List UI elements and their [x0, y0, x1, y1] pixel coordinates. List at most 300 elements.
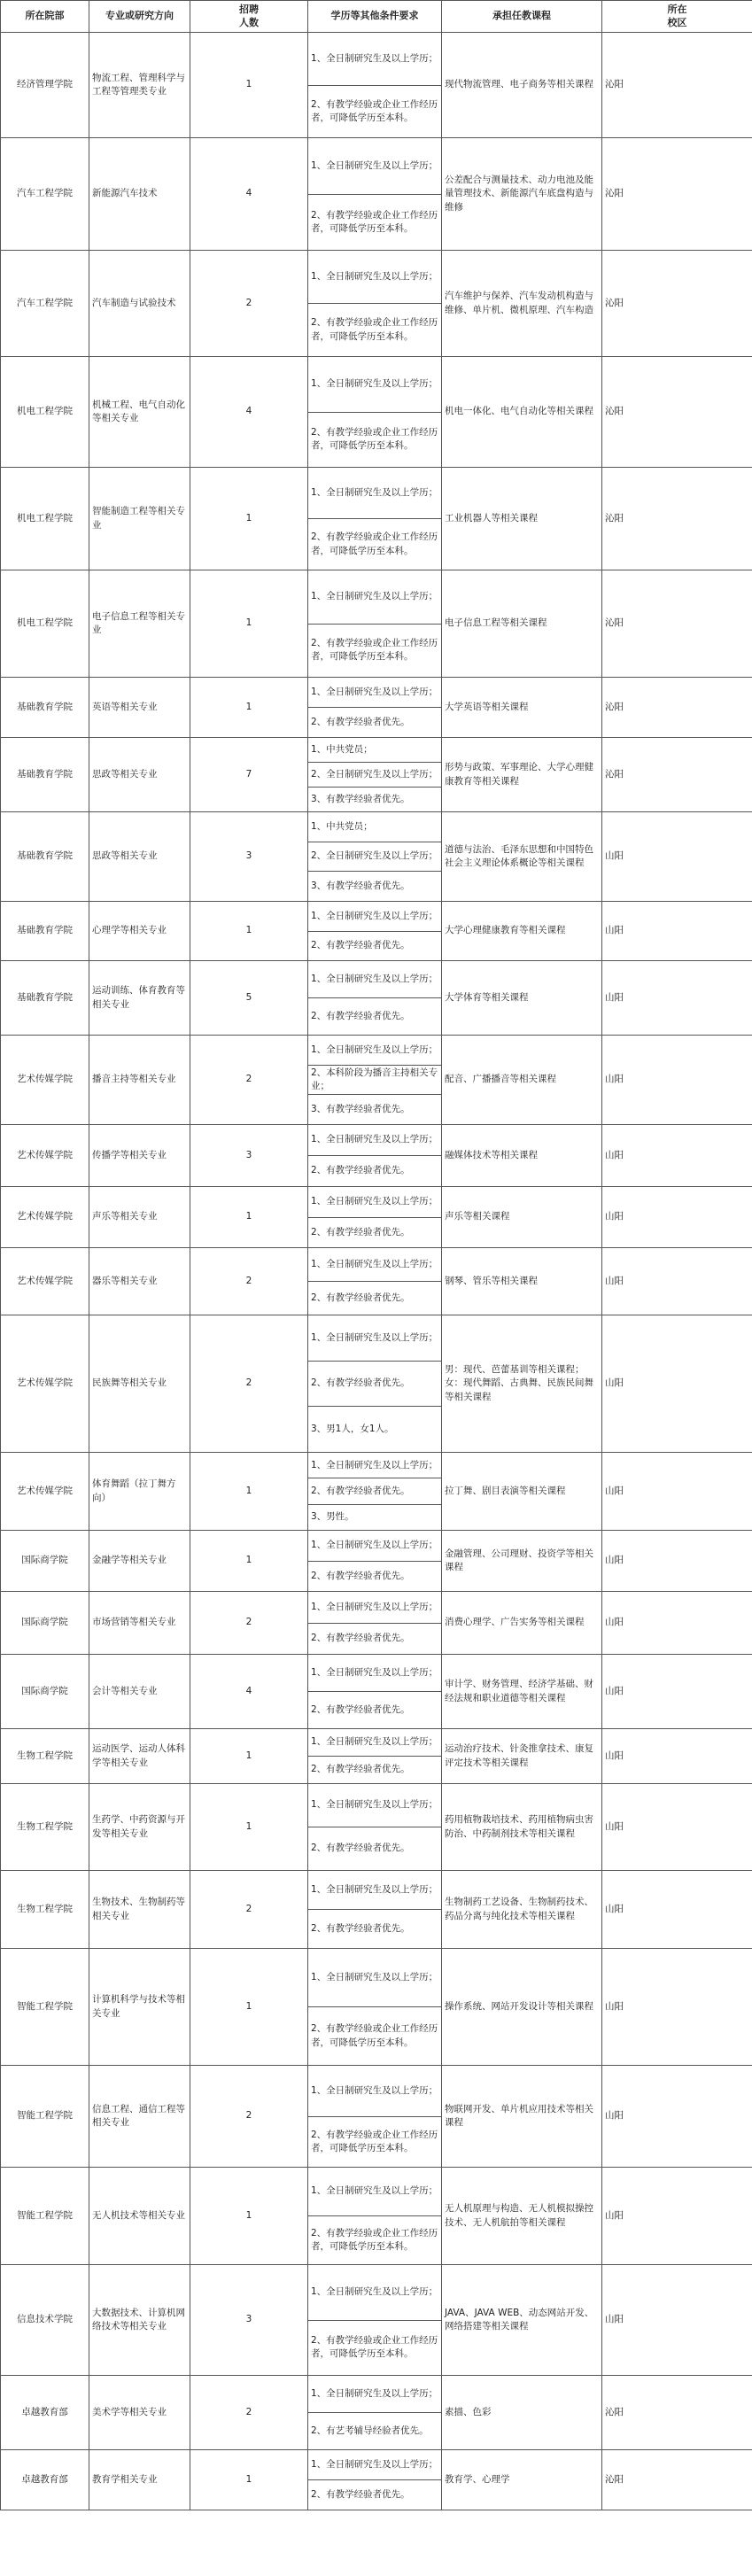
cell-count: 1 — [190, 33, 308, 138]
cell-campus: 沁阳 — [602, 138, 752, 251]
condition-text: 2、有教学经验者优先。 — [311, 1165, 410, 1176]
condition-item — [308, 1691, 441, 1728]
table-row — [1, 1871, 752, 1949]
table-row — [1, 2066, 752, 2168]
cell-course: 审计学、财务管理、经济学基础、财经法规和职业道德等相关课程 — [442, 1655, 602, 1729]
cell-conditions — [308, 570, 442, 678]
cell-conditions — [308, 902, 442, 961]
cell-campus: 山阳 — [602, 1784, 752, 1871]
cell-campus: 山阳 — [602, 812, 752, 902]
cell-conditions — [308, 961, 442, 1036]
table-row — [1, 33, 752, 138]
condition-item — [308, 194, 441, 251]
cell-campus: 沁阳 — [602, 738, 752, 812]
condition-text: 1、全日制研究生及以上学历； — [311, 2387, 438, 2399]
cell-major: 金融学等相关专业 — [89, 1531, 190, 1592]
cell-course: 药用植物栽培技术、药用植物病虫害防治、中药制剂技术等相关课程 — [442, 1784, 602, 1871]
header-conditions: 学历等其他条件要求 — [308, 1, 442, 33]
table-row — [1, 1187, 752, 1248]
condition-item — [308, 1729, 441, 1756]
condition-item — [308, 1827, 441, 1870]
cell-major: 传播学等相关专业 — [89, 1125, 190, 1187]
cell-unit: 基础教育学院 — [1, 812, 89, 902]
condition-text: 2、有教学经验或企业工作经历者，可降低学历至本科。 — [311, 531, 438, 556]
table-row — [1, 1125, 752, 1187]
condition-item — [308, 33, 441, 85]
condition-item — [308, 1125, 441, 1155]
table-row — [1, 1531, 752, 1592]
cell-major: 会计等相关专业 — [89, 1655, 190, 1729]
cell-course: 机电一体化、电气自动化等相关课程 — [442, 357, 602, 468]
condition-text: 1、全日制研究生及以上学历； — [311, 486, 438, 498]
condition-item — [308, 1065, 441, 1095]
cell-course: 教育学、心理学 — [442, 2450, 602, 2510]
condition-text: 1、全日制研究生及以上学历； — [311, 591, 438, 602]
cell-course: 工业机器人等相关课程 — [442, 468, 602, 570]
cell-count: 2 — [190, 1248, 308, 1315]
condition-item — [308, 518, 441, 570]
cell-unit: 智能工程学院 — [1, 2066, 89, 2168]
table-row — [1, 1248, 752, 1315]
cell-major: 物流工程、管理科学与工程等管理类专业 — [89, 33, 190, 138]
table-row — [1, 1784, 752, 1871]
cell-course: 金融管理、公司理财、投资学等相关课程 — [442, 1531, 602, 1592]
condition-item — [308, 1248, 441, 1281]
cell-major: 心理学等相关专业 — [89, 902, 190, 961]
header-count-line1: 招聘 — [239, 4, 259, 16]
condition-item — [308, 2376, 441, 2412]
table-row — [1, 1453, 752, 1531]
condition-text: 2、本科阶段为播音主持相关专业； — [311, 1067, 438, 1091]
condition-text: 2、有教学经验或企业工作经历者，可降低学历至本科。 — [311, 638, 438, 663]
cell-count: 1 — [190, 678, 308, 738]
condition-text: 2、有教学经验者优先。 — [311, 1226, 410, 1238]
cell-major: 声乐等相关专业 — [89, 1187, 190, 1248]
cell-count: 4 — [190, 138, 308, 251]
condition-item — [308, 1784, 441, 1827]
cell-campus: 山阳 — [602, 1036, 752, 1125]
cell-major: 运动训练、体育教育等相关专业 — [89, 961, 190, 1036]
condition-text: 1、全日制研究生及以上学历； — [311, 1736, 438, 1748]
cell-conditions — [308, 2066, 442, 2168]
cell-course: 操作系统、网站开发设计等相关课程 — [442, 1949, 602, 2066]
cell-conditions — [308, 2376, 442, 2450]
cell-unit: 艺术传媒学院 — [1, 1315, 89, 1453]
cell-unit: 汽车工程学院 — [1, 251, 89, 357]
cell-course: 声乐等相关课程 — [442, 1187, 602, 1248]
cell-unit: 生物工程学院 — [1, 1784, 89, 1871]
condition-text: 3、男性。 — [311, 1511, 354, 1523]
cell-count: 4 — [190, 357, 308, 468]
cell-major: 思政等相关专业 — [89, 812, 190, 902]
header-count-line2: 人数 — [239, 16, 259, 28]
cell-course: 拉丁舞、剧目表演等相关课程 — [442, 1453, 602, 1531]
cell-course: JAVA、JAVA WEB、动态网站开发、网络搭建等相关课程 — [442, 2265, 602, 2376]
cell-unit: 信息技术学院 — [1, 2265, 89, 2376]
cell-campus: 山阳 — [602, 1248, 752, 1315]
cell-unit: 基础教育学院 — [1, 902, 89, 961]
cell-campus: 沁阳 — [602, 570, 752, 678]
condition-item — [308, 1281, 441, 1315]
cell-course: 钢琴、管乐等相关课程 — [442, 1248, 602, 1315]
cell-conditions — [308, 1125, 442, 1187]
cell-count: 1 — [190, 1729, 308, 1784]
condition-text: 2、全日制研究生及以上学历； — [311, 768, 438, 780]
condition-item — [308, 902, 441, 931]
condition-item — [308, 1406, 441, 1452]
cell-course: 生物制药工艺设备、生物制药技术、药品分离与纯化技术等相关课程 — [442, 1871, 602, 1949]
condition-item — [308, 624, 441, 678]
cell-course: 融媒体技术等相关课程 — [442, 1125, 602, 1187]
cell-campus: 沁阳 — [602, 678, 752, 738]
condition-text: 1、全日制研究生及以上学历； — [311, 1134, 438, 1145]
table-row — [1, 902, 752, 961]
condition-text: 2、有教学经验者优先。 — [311, 1377, 410, 1389]
condition-item — [308, 570, 441, 624]
cell-count: 2 — [190, 1592, 308, 1655]
condition-text: 1、全日制研究生及以上学历； — [311, 1258, 438, 1269]
cell-unit: 智能工程学院 — [1, 1949, 89, 2066]
cell-unit: 智能工程学院 — [1, 2168, 89, 2265]
cell-count: 1 — [190, 1784, 308, 1871]
cell-unit: 机电工程学院 — [1, 570, 89, 678]
cell-conditions — [308, 1729, 442, 1784]
condition-text: 2、有教学经验者优先。 — [311, 1843, 410, 1854]
condition-item — [308, 1187, 441, 1217]
cell-campus: 沁阳 — [602, 2376, 752, 2450]
cell-count: 1 — [190, 468, 308, 570]
condition-item — [308, 1531, 441, 1561]
cell-campus: 山阳 — [602, 2168, 752, 2265]
cell-count: 2 — [190, 1036, 308, 1125]
cell-count: 2 — [190, 2376, 308, 2450]
condition-text: 1、全日制研究生及以上学历； — [311, 1666, 438, 1678]
cell-conditions — [308, 1592, 442, 1655]
cell-major: 无人机技术等相关专业 — [89, 2168, 190, 2265]
condition-text: 2、有教学经验者优先。 — [311, 2488, 410, 2500]
cell-campus: 山阳 — [602, 961, 752, 1036]
cell-conditions — [308, 1453, 442, 1531]
cell-major: 器乐等相关专业 — [89, 1248, 190, 1315]
condition-text: 1、全日制研究生及以上学历； — [311, 2458, 438, 2470]
cell-conditions — [308, 2265, 442, 2376]
condition-text: 1、全日制研究生及以上学历； — [311, 2084, 438, 2096]
cell-unit: 国际商学院 — [1, 1592, 89, 1655]
cell-unit: 机电工程学院 — [1, 357, 89, 468]
cell-course: 配音、广播播音等相关课程 — [442, 1036, 602, 1125]
condition-text: 2、有教学经验者优先。 — [311, 1922, 410, 1934]
cell-unit: 基础教育学院 — [1, 961, 89, 1036]
cell-conditions — [308, 1531, 442, 1592]
condition-item — [308, 1871, 441, 1909]
table-row — [1, 251, 752, 357]
table-row — [1, 138, 752, 251]
cell-major: 运动医学、运动人体科学等相关专业 — [89, 1729, 190, 1784]
condition-item — [308, 1592, 441, 1623]
cell-count: 2 — [190, 1315, 308, 1453]
condition-item — [308, 2450, 441, 2479]
header-campus — [602, 1, 752, 33]
condition-item — [308, 303, 441, 356]
cell-major: 信息工程、通信工程等相关专业 — [89, 2066, 190, 2168]
condition-text: 1、全日制研究生及以上学历； — [311, 1540, 438, 1551]
condition-item — [308, 251, 441, 303]
cell-conditions — [308, 251, 442, 357]
condition-text: 2、有教学经验或企业工作经历者，可降低学历至本科。 — [311, 2335, 438, 2360]
condition-text: 2、有教学经验者优先。 — [311, 1485, 410, 1496]
cell-count: 5 — [190, 961, 308, 1036]
condition-item — [308, 2006, 441, 2065]
cell-count: 2 — [190, 1871, 308, 1949]
cell-conditions — [308, 1949, 442, 2066]
cell-unit: 生物工程学院 — [1, 1871, 89, 1949]
condition-item — [308, 2479, 441, 2510]
cell-major: 新能源汽车技术 — [89, 138, 190, 251]
cell-course: 汽车维护与保养、汽车发动机构造与维修、单片机、微机原理、汽车构造 — [442, 251, 602, 357]
condition-item — [308, 678, 441, 707]
condition-text: 1、全日制研究生及以上学历； — [311, 1459, 438, 1470]
condition-item — [308, 1453, 441, 1478]
cell-campus: 山阳 — [602, 1187, 752, 1248]
condition-text: 2、有教学经验者优先。 — [311, 1633, 410, 1644]
cell-campus: 山阳 — [602, 1315, 752, 1453]
cell-conditions — [308, 357, 442, 468]
header-count — [190, 1, 308, 33]
cell-course: 道德与法治、毛泽东思想和中国特色社会主义理论体系概论等相关课程 — [442, 812, 602, 902]
cell-major: 生物技术、生物制药等相关专业 — [89, 1871, 190, 1949]
condition-text: 2、有教学经验者优先。 — [311, 1292, 410, 1303]
condition-item — [308, 1315, 441, 1361]
cell-course: 大学心理健康教育等相关课程 — [442, 902, 602, 961]
table-row — [1, 2376, 752, 2450]
header-course: 承担任教课程 — [442, 1, 602, 33]
cell-unit: 国际商学院 — [1, 1655, 89, 1729]
condition-text: 1、全日制研究生及以上学历； — [311, 2185, 438, 2197]
header-campus-line1: 所在 — [667, 4, 687, 16]
cell-campus: 山阳 — [602, 1125, 752, 1187]
cell-major: 市场营销等相关专业 — [89, 1592, 190, 1655]
cell-campus: 沁阳 — [602, 357, 752, 468]
cell-unit: 生物工程学院 — [1, 1729, 89, 1784]
condition-item — [308, 707, 441, 737]
cell-unit: 卓越教育部 — [1, 2450, 89, 2510]
condition-item — [308, 1504, 441, 1530]
table-body — [1, 33, 752, 2510]
condition-item — [308, 2412, 441, 2449]
cell-unit: 基础教育学院 — [1, 678, 89, 738]
condition-item — [308, 1217, 441, 1248]
condition-text: 1、全日制研究生及以上学历； — [311, 973, 438, 984]
condition-text: 2、有教学经验者优先。 — [311, 1764, 410, 1775]
condition-text: 2、全日制研究生及以上学历； — [311, 850, 438, 862]
condition-text: 2、有教学经验或企业工作经历者，可降低学历至本科。 — [311, 2129, 438, 2153]
cell-count: 3 — [190, 2265, 308, 2376]
condition-item — [308, 1361, 441, 1407]
cell-conditions — [308, 1187, 442, 1248]
cell-count: 1 — [190, 1453, 308, 1531]
cell-course: 运动治疗技术、针灸推拿技术、康复评定技术等相关课程 — [442, 1729, 602, 1784]
condition-text: 2、有教学经验或企业工作经历者，可降低学历至本科。 — [311, 2227, 438, 2252]
condition-text: 2、有教学经验者优先。 — [311, 716, 410, 727]
condition-item — [308, 2215, 441, 2264]
condition-item — [308, 1655, 441, 1691]
condition-item — [308, 85, 441, 138]
cell-count: 7 — [190, 738, 308, 812]
cell-course: 形势与政策、军事理论、大学心理健康教育等相关课程 — [442, 738, 602, 812]
table-row — [1, 738, 752, 812]
condition-text: 3、有教学经验者优先。 — [311, 1104, 410, 1115]
cell-unit: 机电工程学院 — [1, 468, 89, 570]
cell-major: 体育舞蹈（拉丁舞方向） — [89, 1453, 190, 1531]
table-row — [1, 570, 752, 678]
table-row — [1, 1949, 752, 2066]
cell-conditions — [308, 1036, 442, 1125]
condition-item — [308, 1478, 441, 1503]
cell-campus: 山阳 — [602, 1655, 752, 1729]
condition-text: 2、有教学经验者优先。 — [311, 1010, 410, 1021]
cell-major: 电子信息工程等相关专业 — [89, 570, 190, 678]
table-row — [1, 1729, 752, 1784]
cell-course: 物联网开发、单片机应用技术等相关课程 — [442, 2066, 602, 2168]
condition-item — [308, 1623, 441, 1655]
condition-text: 2、有教学经验或企业工作经历者，可降低学历至本科。 — [311, 209, 438, 234]
condition-item — [308, 412, 441, 468]
cell-major: 机械工程、电气自动化等相关专业 — [89, 357, 190, 468]
condition-text: 1、全日制研究生及以上学历； — [311, 1799, 438, 1811]
cell-campus: 沁阳 — [602, 468, 752, 570]
condition-text: 1、全日制研究生及以上学历； — [311, 1601, 438, 1612]
condition-text: 1、全日制研究生及以上学历； — [311, 686, 438, 697]
condition-item — [308, 1909, 441, 1948]
cell-conditions — [308, 33, 442, 138]
condition-item — [308, 931, 441, 961]
cell-major: 汽车制造与试验技术 — [89, 251, 190, 357]
cell-course: 男：现代、芭蕾基训等相关课程；女：现代舞蹈、古典舞、民族民间舞等相关课程 — [442, 1315, 602, 1453]
cell-major: 英语等相关专业 — [89, 678, 190, 738]
cell-unit: 汽车工程学院 — [1, 138, 89, 251]
condition-item — [308, 1036, 441, 1065]
condition-text: 1、全日制研究生及以上学历； — [311, 1044, 438, 1055]
table-row — [1, 1592, 752, 1655]
cell-campus: 山阳 — [602, 1592, 752, 1655]
cell-conditions — [308, 2450, 442, 2510]
condition-item — [308, 1561, 441, 1592]
cell-unit: 艺术传媒学院 — [1, 1453, 89, 1531]
cell-conditions — [308, 2168, 442, 2265]
cell-conditions — [308, 1655, 442, 1729]
condition-item — [308, 812, 441, 842]
cell-unit: 基础教育学院 — [1, 738, 89, 812]
cell-campus: 沁阳 — [602, 33, 752, 138]
table-row — [1, 1655, 752, 1729]
condition-item — [308, 2320, 441, 2376]
cell-count: 1 — [190, 1531, 308, 1592]
condition-item — [308, 2265, 441, 2320]
header-campus-line2: 校区 — [667, 16, 687, 28]
condition-item — [308, 2116, 441, 2168]
condition-text: 2、有教学经验或企业工作经历者，可降低学历至本科。 — [311, 427, 438, 452]
cell-campus: 山阳 — [602, 902, 752, 961]
cell-conditions — [308, 138, 442, 251]
condition-item — [308, 468, 441, 518]
condition-text: 1、全日制研究生及以上学历； — [311, 1883, 438, 1895]
cell-major: 播音主持等相关专业 — [89, 1036, 190, 1125]
condition-text: 3、有教学经验者优先。 — [311, 881, 410, 892]
condition-text: 2、有教学经验者优先。 — [311, 1703, 410, 1715]
cell-course: 无人机原理与构造、无人机模拟操控技术、无人机航拍等相关课程 — [442, 2168, 602, 2265]
condition-item — [308, 2168, 441, 2215]
condition-item — [308, 1756, 441, 1783]
condition-item — [308, 842, 441, 872]
cell-conditions — [308, 738, 442, 812]
cell-course: 素描、色彩 — [442, 2376, 602, 2450]
cell-conditions — [308, 1248, 442, 1315]
cell-course: 大学英语等相关课程 — [442, 678, 602, 738]
cell-campus: 山阳 — [602, 1453, 752, 1531]
condition-item — [308, 1155, 441, 1186]
condition-text: 1、全日制研究生及以上学历； — [311, 52, 438, 64]
cell-major: 生药学、中药资源与开发等相关专业 — [89, 1784, 190, 1871]
condition-text: 1、全日制研究生及以上学历； — [311, 378, 438, 390]
condition-text: 2、有教学经验者优先。 — [311, 940, 410, 951]
cell-course: 电子信息工程等相关课程 — [442, 570, 602, 678]
cell-count: 4 — [190, 1655, 308, 1729]
condition-text: 2、有艺考辅导经验者优先。 — [311, 2425, 429, 2436]
cell-conditions — [308, 678, 442, 738]
condition-text: 1、全日制研究生及以上学历； — [311, 910, 438, 921]
cell-unit: 国际商学院 — [1, 1531, 89, 1592]
cell-conditions — [308, 1784, 442, 1871]
cell-campus: 山阳 — [602, 1949, 752, 2066]
cell-conditions — [308, 468, 442, 570]
table-header-row — [1, 1, 752, 33]
condition-text: 2、有教学经验或企业工作经历者，可降低学历至本科。 — [311, 98, 438, 123]
cell-unit: 艺术传媒学院 — [1, 1187, 89, 1248]
condition-item — [308, 997, 441, 1035]
condition-item — [308, 138, 441, 194]
cell-major: 计算机科学与技术等相关专业 — [89, 1949, 190, 2066]
header-major: 专业或研究方向 — [89, 1, 190, 33]
cell-count: 1 — [190, 2450, 308, 2510]
cell-course: 消费心理学、广告实务等相关课程 — [442, 1592, 602, 1655]
condition-item — [308, 1949, 441, 2006]
cell-unit: 艺术传媒学院 — [1, 1036, 89, 1125]
table-row — [1, 468, 752, 570]
table-row — [1, 812, 752, 902]
condition-text: 1、中共党员； — [311, 743, 373, 755]
condition-text: 1、全日制研究生及以上学历； — [311, 1971, 438, 1982]
cell-major: 大数据技术、计算机网络技术等相关专业 — [89, 2265, 190, 2376]
condition-text: 3、有教学经验者优先。 — [311, 793, 410, 804]
cell-campus: 山阳 — [602, 1531, 752, 1592]
cell-course: 公差配合与测量技术、动力电池及能量管理技术、新能源汽车底盘构造与维修 — [442, 138, 602, 251]
condition-item — [308, 357, 441, 412]
condition-text: 2、有教学经验者优先。 — [311, 1570, 410, 1581]
cell-course: 现代物流管理、电子商务等相关课程 — [442, 33, 602, 138]
cell-count: 1 — [190, 2168, 308, 2265]
cell-campus: 山阳 — [602, 1729, 752, 1784]
cell-campus: 沁阳 — [602, 251, 752, 357]
condition-item — [308, 1094, 441, 1124]
condition-item — [308, 871, 441, 901]
table-row — [1, 1036, 752, 1125]
condition-text: 3、男1人，女1人。 — [311, 1424, 394, 1435]
cell-count: 3 — [190, 812, 308, 902]
cell-major: 民族舞等相关专业 — [89, 1315, 190, 1453]
table-row — [1, 357, 752, 468]
cell-major: 教育学相关专业 — [89, 2450, 190, 2510]
condition-text: 2、有教学经验或企业工作经历者，可降低学历至本科。 — [311, 2023, 438, 2048]
